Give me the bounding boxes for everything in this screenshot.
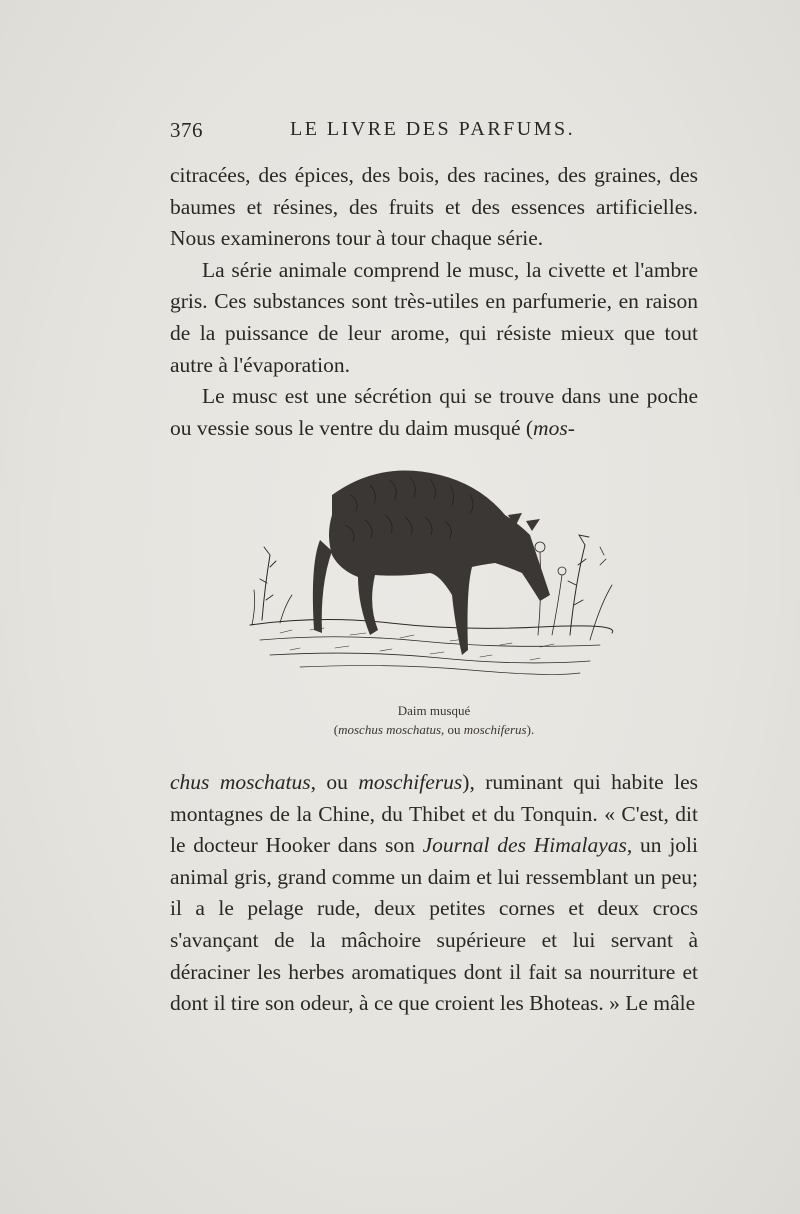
caption-connector: , ou bbox=[441, 722, 464, 737]
musk-deer-engraving-icon bbox=[240, 455, 620, 695]
text-block-bottom bbox=[170, 767, 698, 1020]
caption-paren-open: ( bbox=[333, 722, 339, 737]
page-number: 376 bbox=[170, 118, 203, 142]
latin-name-fragment: mos- bbox=[533, 415, 575, 440]
page-header bbox=[170, 118, 698, 148]
text-segment-hooker: ), ruminant qui habite les montagnes de la Chine, du Thibet et du Tonquin. « C'est, dit le docteur Hooker dans son bbox=[170, 770, 699, 858]
paragraph-continuation: citracées, des épices, des bois, des racines, des graines, des baumes et résines, des fruits et des essences artificielles. Nous examinerons tour à tour chaque série. bbox=[170, 163, 698, 251]
figure-caption-latin bbox=[170, 722, 698, 738]
text-segment-description: , un joli animal gris, grand comme un daim et lui ressemblant un peu; il a le pelage rude, deux petites cornes et deux crocs s'avançant de la mâchoire supérieure et lui servant à déraciner les herbes aromatiques dont il fait sa nourriture et dont il tire son odeur, à ce que croient les Bhoteas. » Le mâle bbox=[170, 833, 699, 1016]
latin-name-alt: moschiferus bbox=[358, 770, 463, 794]
journal-title: Journal des Himalayas bbox=[422, 833, 627, 858]
text-block-top bbox=[170, 160, 698, 444]
running-title: LE LIVRE DES PARFUMS. bbox=[290, 118, 576, 140]
paragraph-musc bbox=[170, 381, 698, 444]
paragraph-musc-text: Le musc est une sécrétion qui se trouve dans une poche ou vessie sous le ventre du daim musqué ( bbox=[170, 384, 698, 440]
caption-latin-name-1: moschus moschatus bbox=[338, 722, 442, 737]
latin-name-continuation: chus moschatus bbox=[170, 770, 311, 794]
caption-latin-name-2: moschiferus bbox=[463, 722, 527, 737]
figure-caption-title: Daim musqué bbox=[397, 703, 471, 718]
text-segment: , ou bbox=[310, 770, 359, 794]
caption-paren-close: ). bbox=[526, 722, 535, 737]
paragraph-animal-series: La série animale comprend le musc, la civette et l'ambre gris. Ces substances sont très-utiles en parfumerie, en raison de la puissance de leur arome, qui résiste mieux que tout autre à l'évaporation. bbox=[170, 257, 698, 377]
paragraph-musk-deer-description bbox=[170, 767, 698, 1020]
